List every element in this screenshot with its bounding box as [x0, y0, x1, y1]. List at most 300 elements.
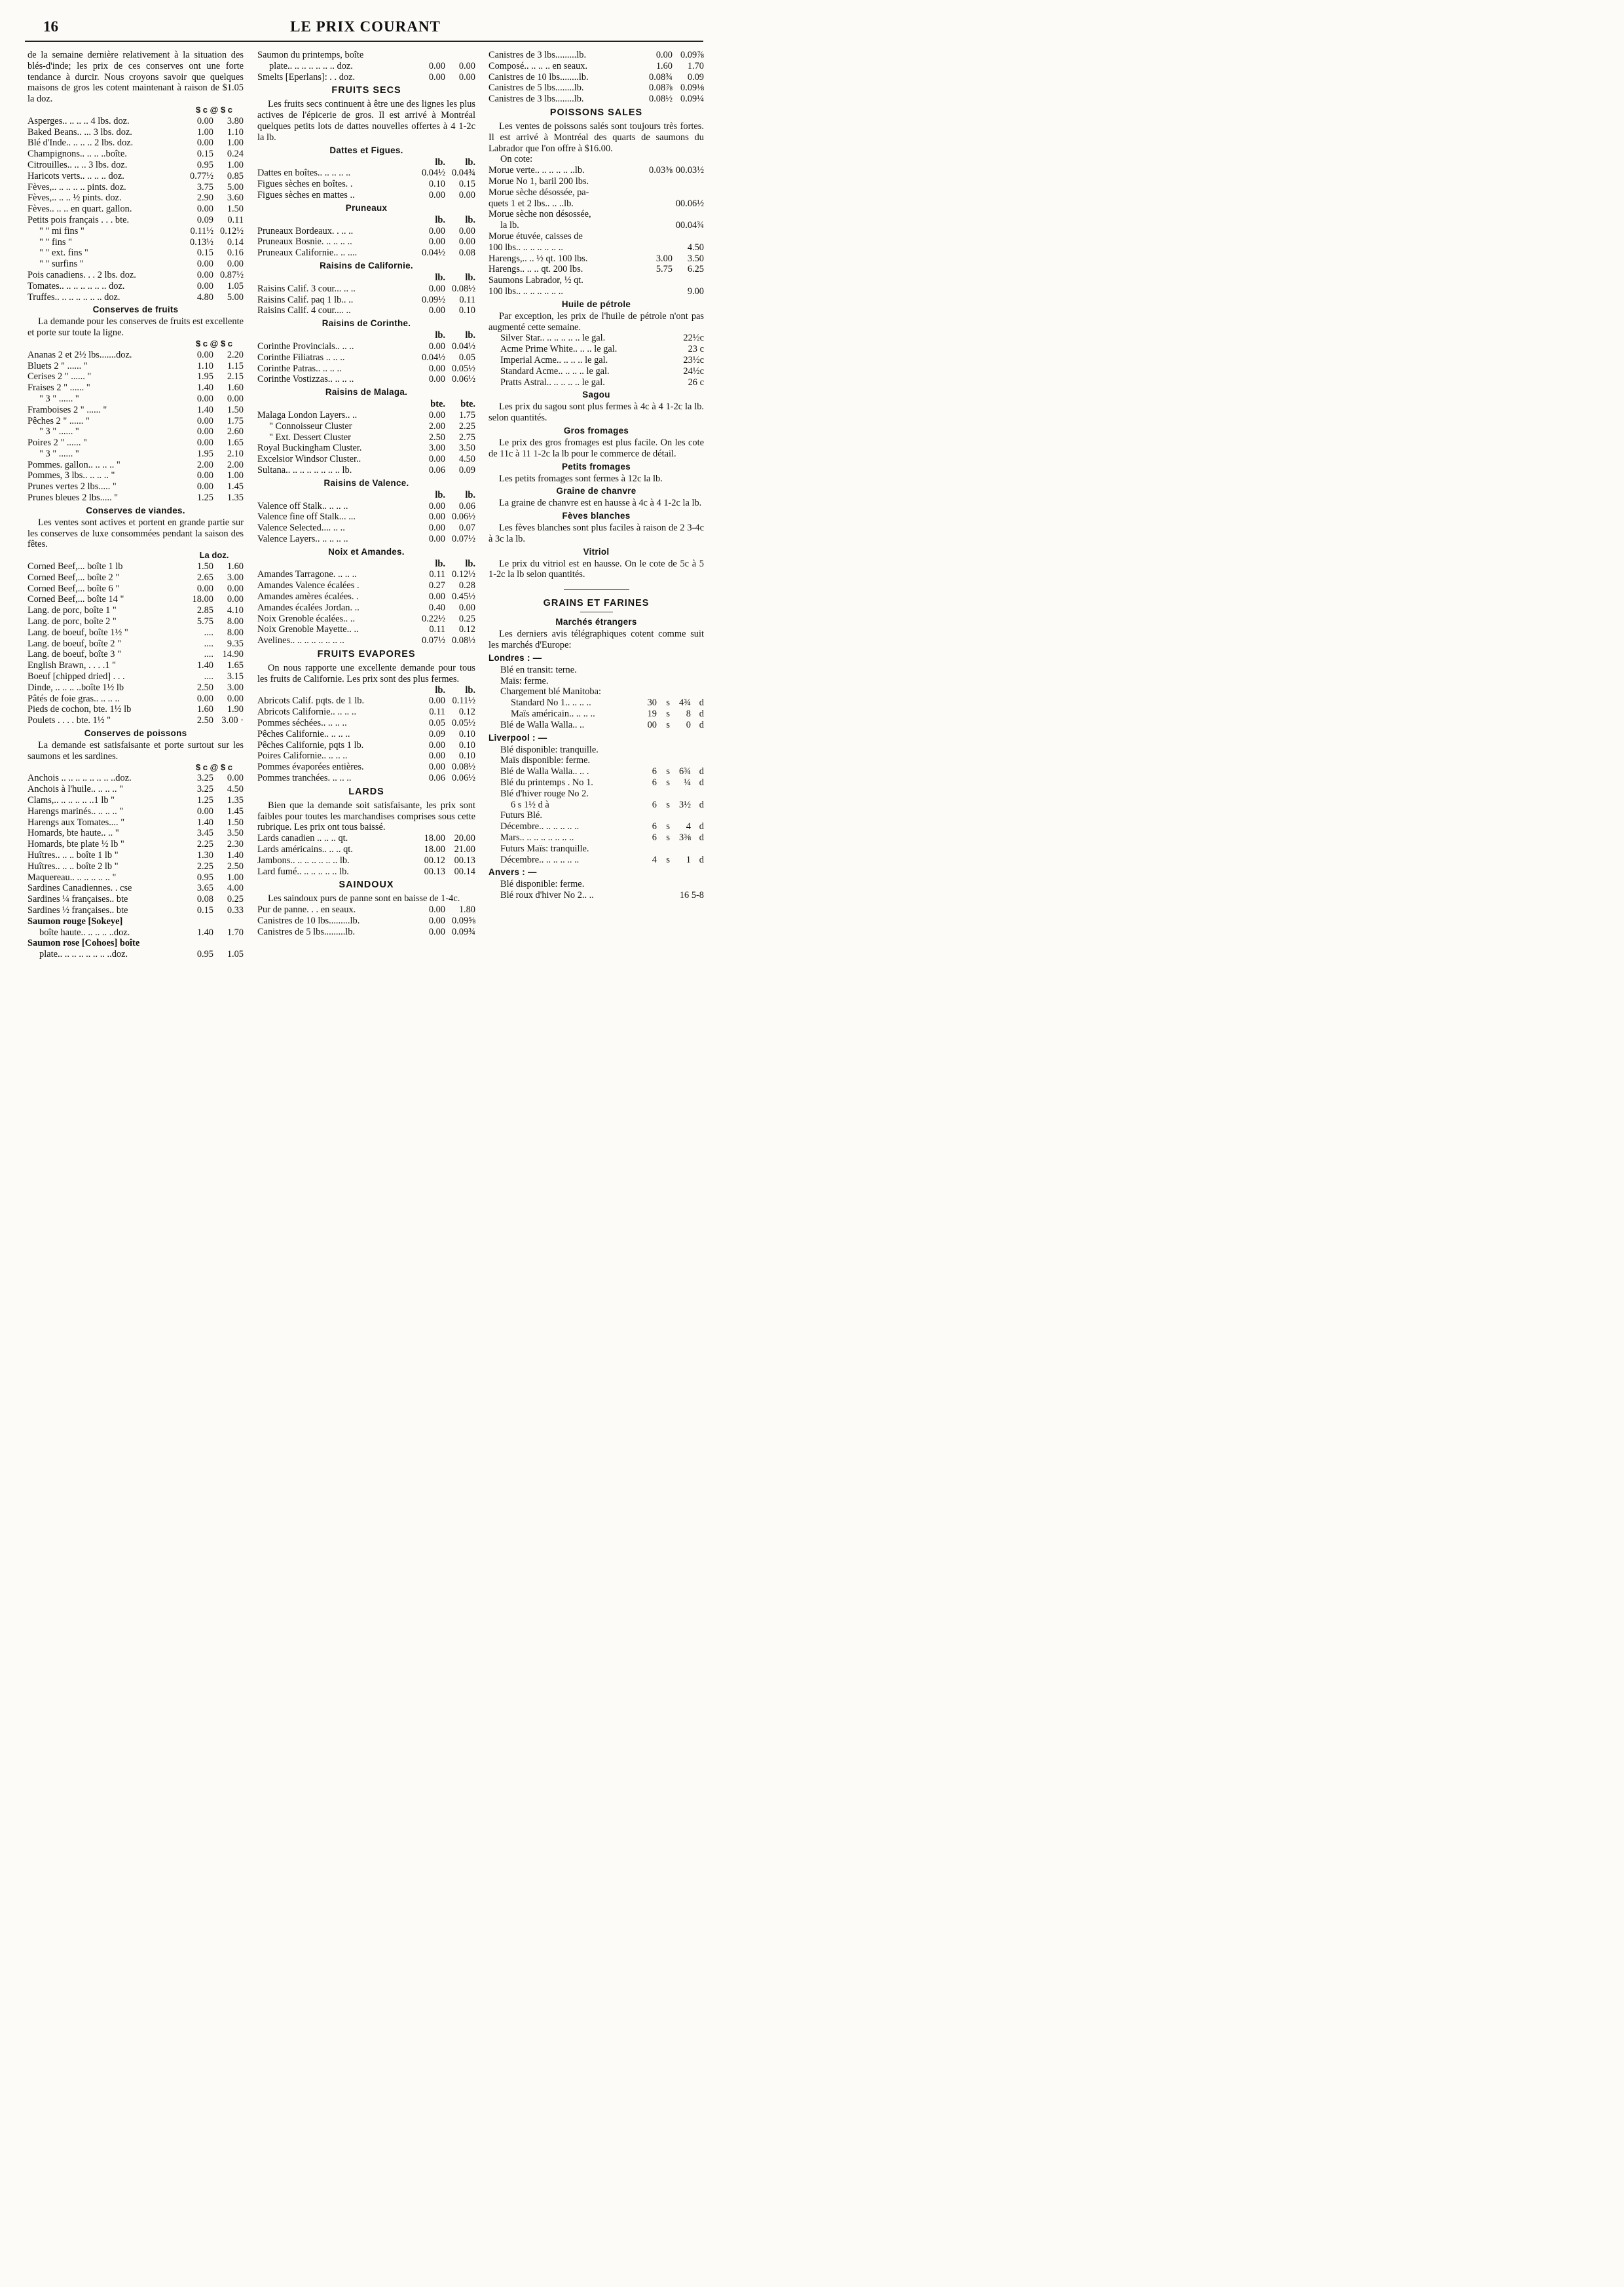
price-min: 0.08¾ — [649, 71, 673, 83]
price-row — [489, 187, 704, 198]
item-name: Lang. de porc, boîte 2 " — [28, 616, 117, 627]
shillings: 6 — [652, 777, 657, 789]
item-name: plate.. .. .. .. .. .. .. doz. — [269, 60, 353, 71]
price-row — [28, 894, 244, 905]
price-min: 1.40 — [196, 927, 213, 938]
liverpool-table — [489, 745, 704, 866]
price-row — [28, 660, 244, 671]
price-row — [28, 350, 244, 361]
price-row — [257, 534, 475, 545]
price-row — [257, 751, 475, 762]
item-name: Lard fumé.. .. .. .. .. .. lb. — [257, 866, 349, 877]
evap-table — [257, 696, 475, 783]
price-min: 0.00 — [196, 481, 213, 493]
pence-unit — [691, 686, 704, 697]
price-row — [257, 707, 475, 718]
price-min: 1.30 — [196, 849, 213, 861]
price-value: 26 c — [688, 377, 704, 388]
price-min: 0.06 — [428, 773, 445, 784]
item-name: Corned Beef,... boîte 14 " — [28, 594, 124, 605]
shillings-unit: s — [666, 766, 670, 777]
pence-unit: d — [699, 821, 704, 832]
pence-unit — [691, 844, 704, 855]
price-min: 00.12 — [424, 855, 445, 866]
price-row — [28, 116, 244, 127]
price-max: 0.00 — [227, 259, 244, 270]
price-max: 5.00 — [227, 181, 244, 193]
market-row — [489, 665, 704, 676]
price-max: 0.09¾ — [452, 926, 475, 937]
item-name: " " ext. fins " — [39, 248, 88, 259]
shillings: 00 — [647, 719, 657, 730]
market-row — [489, 844, 704, 855]
item-name: boîte haute.. .. .. .. ..doz. — [39, 927, 130, 938]
item-name: Clams,.. .. .. .. .. ..1 lb " — [28, 795, 115, 806]
price-min: 0.03⅜ — [649, 165, 673, 176]
price-min: 0.09 — [196, 214, 213, 225]
item-name: Corinthe Filiatras .. .. .. — [257, 352, 345, 363]
price-row — [28, 215, 244, 226]
item-name: Malaga London Layers.. .. — [257, 409, 358, 420]
market-label: Maïs disponible: ferme. — [500, 755, 591, 766]
item-name: Framboises 2 " ...... " — [28, 404, 107, 415]
price-max: 0.05½ — [452, 718, 475, 729]
price-row — [28, 861, 244, 872]
price-max: 0.00 — [227, 773, 244, 784]
market-row — [489, 810, 704, 821]
section-title: Gros fromages — [563, 425, 629, 436]
shillings-unit — [657, 755, 670, 766]
price-max: 3.50 — [227, 828, 244, 839]
price-row — [28, 193, 244, 204]
price-row — [28, 281, 244, 292]
price-row — [489, 94, 704, 105]
price-max: 2.50 — [227, 861, 244, 872]
price-max: 0.12 — [458, 624, 475, 635]
price-min: 0.00 — [196, 693, 213, 704]
section-text: Les saindoux purs de panne sont en baisse de 1-4c. — [268, 893, 460, 904]
item-name: Figues sèches en mattes .. — [257, 189, 355, 200]
unit-header: lb. lb. — [435, 272, 475, 283]
price-max: 0.00 — [458, 60, 475, 71]
price-row — [28, 905, 244, 916]
price-min: 0.00 — [428, 409, 445, 420]
price-max: 2.60 — [227, 426, 244, 437]
price-max: 9.35 — [227, 638, 244, 649]
price-row — [489, 355, 704, 366]
viandes-table — [28, 561, 244, 726]
section-title: Conserves de fruits — [92, 305, 179, 315]
item-name: Morue étuvée, caisses de — [489, 231, 583, 242]
shillings-unit: s — [666, 854, 670, 865]
price-min: 0.00 — [428, 305, 445, 316]
price-max: 00.06½ — [675, 198, 704, 209]
price-row — [257, 168, 475, 179]
item-name: Fèves,.. .. .. .. .. pints. doz. — [28, 181, 126, 193]
price-max: 00.13 — [454, 855, 475, 866]
price-row — [28, 949, 244, 960]
shillings: 6 — [652, 821, 657, 832]
item-name: " " mi fins " — [39, 225, 84, 236]
unit-header: lb. lb. — [435, 489, 475, 500]
item-name: Poires 2 " ...... " — [28, 437, 87, 449]
item-name: Blé roux d'hiver No 2.. .. — [500, 890, 594, 901]
price-max: 8.00 — [227, 616, 244, 627]
item-name: Valence Layers.. .. .. .. .. — [257, 533, 348, 544]
price-max: 0.06½ — [452, 374, 475, 385]
item-name: Lang. de porc, boîte 1 " — [28, 605, 117, 616]
price-row — [257, 443, 475, 454]
price-min: 0.00 — [196, 204, 213, 215]
price-row — [257, 410, 475, 421]
item-name: Blé disponible: ferme. — [500, 879, 585, 890]
poissons-table — [28, 773, 244, 916]
price-row — [257, 352, 475, 363]
shillings — [637, 676, 657, 687]
price-row — [28, 371, 244, 382]
shillings — [637, 789, 657, 800]
price-min — [641, 286, 673, 297]
item-name: 100 lbs.. .. .. .. .. .. .. — [489, 242, 563, 253]
saumon-table — [28, 927, 244, 939]
shillings-unit: s — [666, 777, 670, 789]
price-min: 0.05 — [428, 718, 445, 729]
price-max: 0.33 — [227, 904, 244, 916]
price-row — [28, 138, 244, 149]
market-label: Standard No 1.. .. .. .. — [511, 697, 591, 709]
price-row — [28, 773, 244, 784]
price-row — [28, 481, 244, 493]
price-max — [673, 209, 704, 220]
market-row — [489, 777, 704, 789]
item-name: Lang. de boeuf, boîte 3 " — [28, 649, 121, 660]
price-min: 0.00 — [428, 926, 445, 937]
price-row — [257, 523, 475, 534]
price-row — [28, 682, 244, 694]
item-name: Corinthe Provincials.. .. .. — [257, 341, 354, 352]
price-max: 1.15 — [227, 360, 244, 371]
price-row — [257, 614, 475, 625]
price-row — [489, 198, 704, 210]
price-value: 16 5-8 — [679, 890, 704, 901]
market-label: Maïs: ferme. — [500, 675, 549, 686]
item-name: Truffes.. .. .. .. .. .. .. doz. — [28, 291, 120, 303]
price-max: 1.00 — [227, 470, 244, 481]
price-min: 0.08⅞ — [649, 83, 673, 94]
shillings — [637, 810, 657, 821]
price-row — [257, 190, 475, 201]
pence-unit: d — [699, 854, 704, 865]
shillings — [637, 844, 657, 855]
saindoux-table — [257, 904, 475, 937]
intro-paragraph: de la semaine dernière relativement à la situation des blés-d'inde; les prix de ces conserves ont une forte tendance à durcir. Nous croyons savoir que quelques maisons de gros les cotent maintenant à raison de $1.05 la doz. — [28, 50, 244, 105]
price-row — [28, 839, 244, 850]
price-row — [28, 416, 244, 427]
price-min: 0.00 — [428, 236, 445, 248]
pence-unit: d — [699, 766, 704, 777]
item-name: Tomates.. .. .. .. .. .. .. doz. — [28, 280, 125, 291]
item-name: Ananas 2 et 2½ lbs.......doz. — [28, 349, 132, 360]
shillings: 4 — [652, 854, 657, 865]
item-name: " " fins " — [39, 236, 73, 248]
price-row — [257, 866, 475, 878]
item-name: Boeuf [chipped dried] . . . — [28, 671, 125, 682]
market-row — [489, 832, 704, 844]
price-header: La doz. — [199, 550, 229, 561]
price-max: 1.10 — [227, 126, 244, 138]
price-row — [28, 594, 244, 605]
item-name: Lang. de boeuf, boîte 1½ " — [28, 627, 128, 638]
item-name: Excelsior Windsor Cluster.. — [257, 454, 361, 465]
price-row — [489, 377, 704, 388]
item-name: Fèves.. .. .. en quart. gallon. — [28, 204, 132, 215]
item-name: Abricots Californie.. .. .. .. — [257, 707, 357, 718]
pruneaux-table — [257, 226, 475, 259]
price-row — [257, 341, 475, 352]
column-3 — [489, 50, 704, 901]
price-row — [257, 624, 475, 635]
price-max: 1.75 — [227, 415, 244, 426]
price-row — [28, 872, 244, 883]
price-max — [673, 176, 704, 187]
market-row — [489, 686, 704, 697]
price-min: 0.00 — [428, 60, 445, 71]
price-max: 1.60 — [227, 561, 244, 572]
pence-unit: d — [699, 777, 704, 789]
price-max: 9.00 — [687, 286, 704, 297]
price-min: 3.25 — [196, 784, 213, 795]
price-row — [257, 580, 475, 591]
item-name: " 3 " ...... " — [39, 393, 79, 404]
price-max: 0.12½ — [220, 225, 244, 236]
price-min: 00.13 — [424, 866, 445, 877]
column-2 — [257, 50, 475, 938]
price-row — [28, 561, 244, 572]
price-row — [28, 784, 244, 795]
section-text: On nous rapporte une excellente demande pour tous les fruits de Californie. Les prix sont des plus fermes. — [257, 663, 475, 684]
price-max: 21.00 — [454, 844, 475, 855]
item-name: Standard Acme.. .. .. .. le gal. — [500, 365, 610, 377]
price-min: 18.00 — [424, 833, 445, 844]
price-min: 0.00 — [428, 189, 445, 200]
price-max: 0.14 — [227, 236, 244, 248]
pence: 8 — [686, 709, 691, 720]
unit-header: lb. lb. — [435, 558, 475, 569]
item-name: Pêches 2 " ...... " — [28, 415, 90, 426]
price-min: 2.50 — [196, 715, 213, 726]
shillings-unit: s — [666, 697, 670, 709]
price-min: 0.00 — [655, 50, 673, 60]
price-min — [641, 176, 673, 187]
price-max: 0.05 — [458, 352, 475, 363]
price-max: 0.25 — [458, 613, 475, 624]
price-row — [28, 259, 244, 270]
price-value: 22½c — [683, 333, 704, 344]
price-max: 0.06 — [458, 500, 475, 511]
section-text: Les derniers avis télégraphiques cotent comme suit les marchés d'Europe: — [489, 629, 704, 651]
price-max: 0.10 — [458, 728, 475, 739]
price-max: 2.25 — [458, 420, 475, 432]
price-min: 1.95 — [196, 371, 213, 382]
price-max: 3.15 — [227, 671, 244, 682]
price-min: 0.95 — [196, 872, 213, 883]
price-row — [28, 694, 244, 705]
price-value — [673, 879, 704, 890]
price-max: 0.28 — [458, 580, 475, 591]
price-row — [257, 927, 475, 938]
item-name: Pâtés de foie gras.. .. .. .. — [28, 693, 120, 704]
column-1 — [28, 50, 244, 960]
price-row — [489, 50, 704, 61]
pence — [670, 686, 691, 697]
shillings-unit — [657, 665, 670, 676]
price-max: 00.04¾ — [675, 220, 704, 231]
price-min: 0.11 — [429, 707, 445, 718]
price-max: 14.90 — [222, 649, 244, 660]
price-max: 1.75 — [458, 409, 475, 420]
price-min: 0.00 — [428, 511, 445, 523]
item-name: Sultana.. .. .. .. .. .. .. .. lb. — [257, 464, 352, 475]
price-min: 0.00 — [428, 363, 445, 374]
item-name: Poires Californie.. .. .. .. — [257, 751, 348, 762]
price-row — [28, 850, 244, 861]
shillings: 6 — [652, 832, 657, 844]
price-max: 0.00 — [227, 594, 244, 605]
pence: 3½ — [679, 799, 691, 810]
legumes-table — [28, 116, 244, 303]
price-row — [257, 635, 475, 646]
item-name: Corinthe Vostizzas.. .. .. .. — [257, 374, 354, 385]
price-row — [257, 465, 475, 476]
price-max: 20.00 — [454, 833, 475, 844]
price-row — [28, 127, 244, 138]
item-name: Canistres de 10 lbs.........lb. — [257, 916, 360, 926]
price-value: 23 c — [688, 344, 704, 355]
price-row — [257, 374, 475, 385]
price-max: 1.65 — [227, 437, 244, 449]
price-row — [28, 426, 244, 437]
item-name: Dinde, .. .. .. ..boîte 1½ lb — [28, 682, 124, 693]
price-value: 24½c — [683, 365, 704, 377]
item-name: Maquereau.. .. .. .. .. .. " — [28, 872, 117, 883]
item-name: Pêches Californie, pqts 1 lb. — [257, 739, 364, 751]
price-max: 1.50 — [227, 817, 244, 828]
item-name: Figues sèches en boîtes. . — [257, 179, 353, 190]
price-max: 0.00 — [458, 71, 475, 83]
unit-header: lb. lb. — [435, 214, 475, 225]
price-row — [489, 72, 704, 83]
price-max: 1.35 — [227, 493, 244, 504]
price-row — [489, 220, 704, 231]
price-min: 0.00 — [428, 341, 445, 352]
item-name: " Connoisseur Cluster — [269, 420, 352, 432]
price-row — [28, 149, 244, 160]
price-min: 0.00 — [196, 437, 213, 449]
item-name: Amandes amères écalées. . — [257, 591, 359, 603]
price-min: 2.00 — [196, 459, 213, 470]
price-row — [257, 72, 475, 83]
price-min: 0.00 — [196, 280, 213, 291]
price-row — [28, 226, 244, 237]
pence-unit: d — [699, 719, 704, 730]
price-min: 0.95 — [196, 159, 213, 170]
price-min: .... — [204, 649, 213, 660]
section-text: Les fruits secs continuent à être une des lignes les plus actives de l'épicerie de gros. Il est arrivé à Montréal quelques petits lots de dattes nouvelles offertes à 4 1-2c la lb. — [257, 99, 475, 143]
price-max: 1.50 — [227, 404, 244, 415]
market-row — [489, 800, 704, 811]
price-min — [641, 198, 673, 210]
item-name: Bluets 2 " ...... " — [28, 360, 88, 371]
item-name: Corned Beef,... boîte 2 " — [28, 572, 120, 583]
price-min: 1.50 — [196, 561, 213, 572]
saumon-rose-table — [28, 949, 244, 960]
price-min: 3.00 — [655, 253, 673, 264]
section-title: Petits fromages — [562, 461, 631, 472]
price-row — [28, 627, 244, 639]
item-name: Pruneaux Bordeaux. . .. .. — [257, 225, 354, 236]
item-name: 100 lbs.. .. .. .. .. .. .. — [489, 286, 563, 297]
item-name: Huîtres.. .. .. boîte 1 lb " — [28, 849, 119, 861]
shillings-unit — [657, 745, 670, 756]
price-header: $ c @ $ c — [195, 104, 233, 115]
price-row — [489, 275, 704, 286]
price-row — [28, 671, 244, 682]
price-min: 0.00 — [196, 470, 213, 481]
item-name: Smelts [Eperlans]: . . doz. — [257, 71, 356, 83]
item-name: Homards, bte plate ½ lb " — [28, 839, 124, 850]
market-row — [489, 676, 704, 687]
price-min — [641, 209, 673, 220]
price-max: 6.25 — [687, 264, 704, 275]
price-max: 0.05½ — [452, 363, 475, 374]
pence: 4¾ — [679, 697, 691, 709]
price-max: 0.09⅛ — [680, 83, 704, 94]
price-max: 0.07½ — [452, 533, 475, 544]
price-min: 0.00 — [196, 415, 213, 426]
section-title: GRAINS ET FARINES — [543, 598, 650, 609]
item-name: English Brawn, . . . .1 " — [28, 660, 116, 671]
price-row — [257, 421, 475, 432]
item-name: Corned Beef,... boîte 6 " — [28, 583, 120, 594]
pence — [670, 844, 691, 855]
market-label: Futurs Blé. — [500, 810, 542, 821]
price-max: 1.00 — [227, 138, 244, 149]
poissons-sales-table — [489, 165, 704, 297]
price-min: 2.90 — [196, 193, 213, 204]
item-name: Canistres de 3 lbs.........lb. — [489, 50, 587, 60]
item-name: Raisins Calif. 3 cour... .. .. — [257, 283, 356, 294]
price-min: 0.15 — [196, 149, 213, 160]
price-max: 0.00 — [227, 393, 244, 404]
pence: ¼ — [684, 777, 691, 789]
price-max: 0.10 — [458, 751, 475, 762]
market-row — [489, 821, 704, 832]
price-max: 1.45 — [227, 806, 244, 817]
price-row — [28, 616, 244, 627]
price-min: 1.40 — [196, 660, 213, 671]
shillings-unit: s — [666, 719, 670, 730]
shillings: 30 — [647, 697, 657, 709]
item-name: Harengs.. .. .. qt. 200 lbs. — [489, 264, 583, 275]
item-name: Amandes Tarragone. .. .. .. — [257, 569, 357, 580]
pence-unit: d — [699, 832, 704, 844]
section-text: Les prix du sagou sont plus fermes à 4c à 4 1-2c la lb. selon quantités. — [489, 401, 704, 424]
price-row — [257, 718, 475, 729]
price-min: 0.00 — [196, 259, 213, 270]
price-row — [257, 762, 475, 773]
price-row — [28, 649, 244, 660]
section-text: Par exception, les prix de l'huile de pétrole n'ont pas augmenté cette semaine. — [489, 310, 704, 333]
